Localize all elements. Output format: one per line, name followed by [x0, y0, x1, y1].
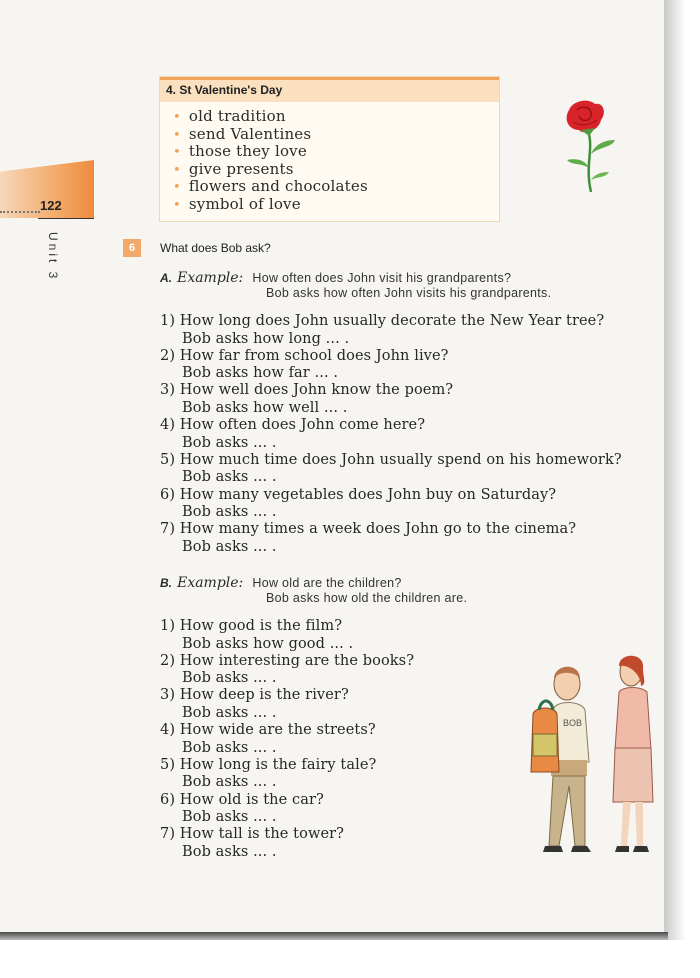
section-a-example-word: Example: [177, 270, 244, 286]
section-b-example [160, 572, 402, 591]
section-b-example-answer: Bob asks how old the children are. [266, 591, 468, 605]
page-edge [664, 0, 700, 940]
topic-list-item [173, 161, 499, 179]
topic-item-text: symbol of love [188, 194, 301, 213]
bullet-icon: • [173, 145, 181, 160]
question-line: 2) How interesting are the books? [160, 652, 415, 669]
page-number: 122 [40, 198, 62, 213]
bullet-icon: • [173, 127, 181, 143]
topic-list-item [173, 178, 499, 196]
answer-line: Bob asks ... . [182, 670, 277, 687]
answer-line: Bob asks how long ... . [182, 330, 350, 347]
answer-line: Bob asks how good ... . [182, 635, 354, 652]
question-line: 6) How many vegetables does John buy on Saturday? [160, 486, 557, 503]
answer-line: Bob asks ... . [182, 774, 277, 791]
answer-line: Bob asks ... . [182, 809, 277, 825]
topic-title: St Valentine's Day [179, 83, 283, 97]
question-line: 7) How tall is the tower? [160, 826, 345, 843]
bullet-icon: • [173, 110, 181, 125]
bullet-icon: • [173, 197, 181, 213]
rose-illustration [555, 96, 619, 196]
exercise-number: 6 [123, 239, 141, 257]
sweater-text: BOB [563, 718, 583, 728]
topic-list-item [173, 108, 499, 126]
question-line: 5) How much time does John usually spend on his homework? [160, 451, 622, 468]
section-b-example-word: Example: [177, 575, 244, 591]
answer-line: Bob asks ... . [182, 469, 277, 486]
topic-item-text: send Valentines [188, 124, 312, 143]
unit-label: Unit 3 [46, 232, 60, 282]
question-line: 4) How wide are the streets? [160, 722, 376, 739]
tab-divider [38, 218, 94, 219]
answer-line: Bob asks ... . [182, 843, 277, 860]
question-line: 1) How long does John usually decorate the New Year tree? [160, 313, 605, 329]
exercise-title: What does Bob ask? [160, 241, 271, 255]
topic-header [160, 77, 499, 102]
section-a-label: A. [160, 271, 172, 285]
topic-item-text: those they love [188, 142, 307, 160]
question-line: 4) How often does John come here? [160, 417, 426, 434]
bullet-icon: • [173, 180, 181, 195]
answer-line: Bob asks ... . [182, 704, 277, 721]
question-line: 3) How well does John know the poem? [160, 382, 454, 399]
topic-item-text: give presents [188, 159, 294, 178]
topic-list-item [173, 126, 499, 144]
answer-line: Bob asks ... . [182, 504, 277, 520]
bullet-icon: • [173, 162, 181, 178]
section-a-example-answer: Bob asks how often John visits his grandparents. [266, 286, 552, 300]
answer-line: Bob asks ... . [182, 739, 277, 756]
section-b-example-question: How old are the children? [252, 576, 402, 590]
question-line: 2) How far from school does John live? [160, 347, 449, 364]
topic-list [160, 108, 499, 213]
question-line: 3) How deep is the river? [160, 687, 349, 704]
topic-box [159, 76, 500, 222]
question-line: 5) How long is the fairy tale? [160, 756, 377, 773]
topic-list-item [173, 196, 499, 214]
section-a-example [160, 267, 511, 286]
section-a-example-question: How often does John visit his grandparents? [252, 271, 512, 285]
topic-list-item [173, 143, 499, 161]
topic-item-text: old tradition [188, 107, 286, 125]
question-line: 6) How old is the car? [160, 791, 324, 808]
tab-stitch-decoration [0, 211, 40, 219]
answer-line: Bob asks ... . [182, 434, 277, 451]
answer-line: Bob asks ... . [182, 538, 277, 555]
question-line: 7) How many times a week does John go to the cinema? [160, 521, 577, 538]
topic-number: 4. [166, 83, 177, 97]
answer-line: Bob asks how far ... . [182, 365, 339, 382]
topic-item-text: flowers and chocolates [188, 177, 368, 195]
page-bottom-shadow [0, 932, 668, 940]
answer-line: Bob asks how well ... . [182, 399, 348, 416]
section-b-label: B. [160, 576, 172, 590]
question-line: 1) How good is the film? [160, 618, 343, 634]
bob-and-teacher-illustration [525, 650, 655, 862]
